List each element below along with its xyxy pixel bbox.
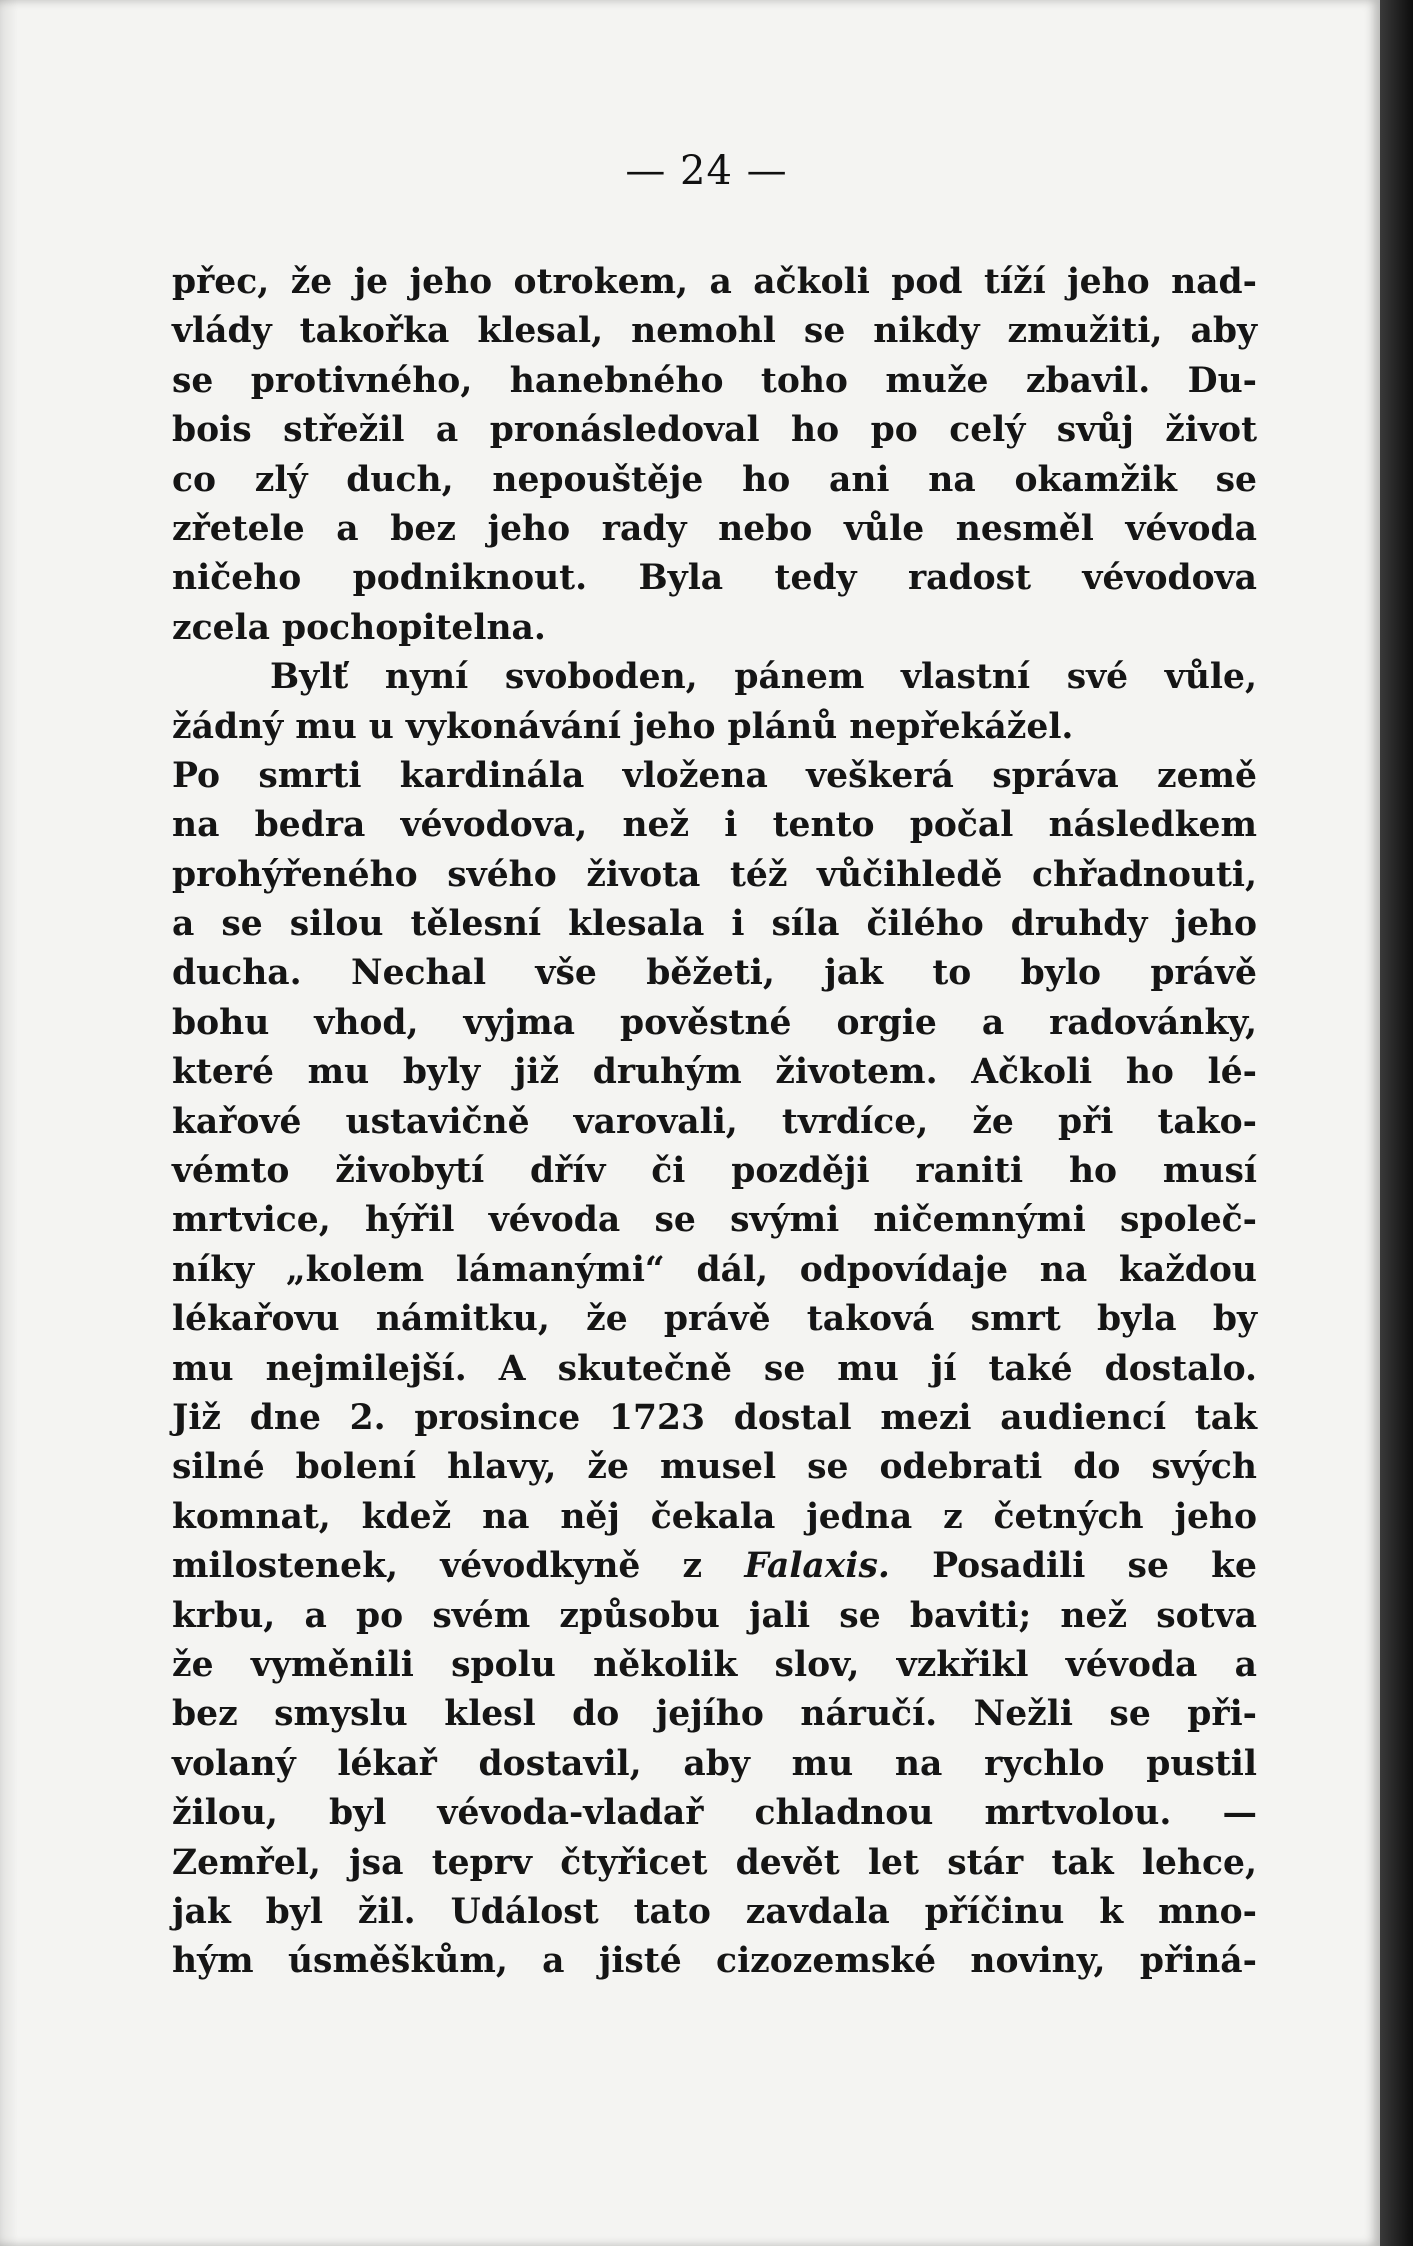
- page-edge: [1380, 0, 1413, 2246]
- text-line: vlády takořka klesal, nemohl se nikdy zmužiti, aby: [172, 311, 1257, 352]
- text-line: se protivného, hanebného toho muže zbavil. Du-: [172, 360, 1257, 401]
- text-line: níky „kolem lámanými“ dál, odpovídaje na každou: [172, 1249, 1257, 1290]
- text-line: ničeho podniknout. Byla tedy radost vévodova: [172, 558, 1257, 599]
- text-line: mu nejmilejší. A skutečně se mu jí také dostalo.: [172, 1348, 1257, 1389]
- text-line: Po smrti kardinála vložena veškerá správa země: [172, 755, 1257, 796]
- text-line: a se silou tělesní klesala i síla čilého druhdy jeho: [172, 904, 1257, 945]
- text-line: prohýřeného svého života též vůčihledě chřadnouti,: [172, 854, 1257, 895]
- text-line: volaný lékař dostavil, aby mu na rychlo pustil: [172, 1743, 1257, 1784]
- text-line: komnat, kdež na něj čekala jedna z četných jeho: [172, 1496, 1257, 1537]
- text-line: vémto živobytí dřív či později raniti ho musí: [172, 1151, 1257, 1192]
- text-line: hým úsměškům, a jisté cizozemské noviny, přiná-: [172, 1941, 1257, 1982]
- text-fragment: milostenek, vévodkyně z: [172, 1546, 745, 1587]
- italic-name: Falaxis.: [744, 1546, 890, 1587]
- text-line: krbu, a po svém způsobu jali se baviti; než sotva: [172, 1595, 1257, 1636]
- text-line: že vyměnili spolu několik slov, vzkřikl vévoda a: [172, 1644, 1257, 1685]
- text-fragment: Posadili se ke: [889, 1546, 1257, 1587]
- text-line: žilou, byl vévoda-vladař chladnou mrtvolou. —: [172, 1793, 1257, 1834]
- text-line: lékařovu námitku, že právě taková smrt byla by: [172, 1299, 1257, 1340]
- text-line: bois střežil a pronásledoval ho po celý svůj život: [172, 410, 1257, 451]
- text-line: silné bolení hlavy, že musel se odebrati do svých: [172, 1447, 1257, 1488]
- text-line: bohu vhod, vyjma pověstné orgie a radovánky,: [172, 1002, 1257, 1043]
- text-line: jak byl žil. Událost tato zavdala příčinu k mno-: [172, 1891, 1257, 1932]
- text-line: kařové ustavičně varovali, tvrdíce, že při tako-: [172, 1101, 1257, 1142]
- text-line: zcela pochopitelna.: [172, 607, 546, 648]
- text-line: zřetele a bez jeho rady nebo vůle nesměl vévoda: [172, 508, 1257, 549]
- text-line: na bedra vévodova, než i tento počal následkem: [172, 805, 1257, 846]
- body-text: [172, 258, 1257, 1987]
- text-line: mrtvice, hýřil vévoda se svými ničemnými společ-: [172, 1200, 1257, 1241]
- page-shadow-left: [0, 0, 18, 2246]
- text-line: žádný mu u vykonávání jeho plánů nepřekážel.: [172, 706, 1074, 747]
- text-line: Již dne 2. prosince 1723 dostal mezi audiencí tak: [172, 1397, 1257, 1438]
- text-line: Zemřel, jsa teprv čtyřicet devět let stár tak lehce,: [172, 1842, 1257, 1883]
- text-line: přec, že je jeho otrokem, a ačkoli pod tíží jeho nad-: [172, 262, 1257, 302]
- text-line: Bylť nyní svoboden, pánem vlastní své vůle,: [270, 657, 1257, 698]
- text-line-with-italic: [172, 1542, 1257, 1591]
- text-line: které mu byly již druhým životem. Ačkoli ho lé-: [172, 1052, 1257, 1093]
- text-line: ducha. Nechal vše běžeti, jak to bylo právě: [172, 953, 1257, 994]
- text-line: bez smyslu klesl do jejího náručí. Nežli se při-: [172, 1694, 1257, 1735]
- text-line: co zlý duch, nepouštěje ho ani na okamžik se: [172, 459, 1257, 500]
- page-number: — 24 —: [625, 148, 788, 194]
